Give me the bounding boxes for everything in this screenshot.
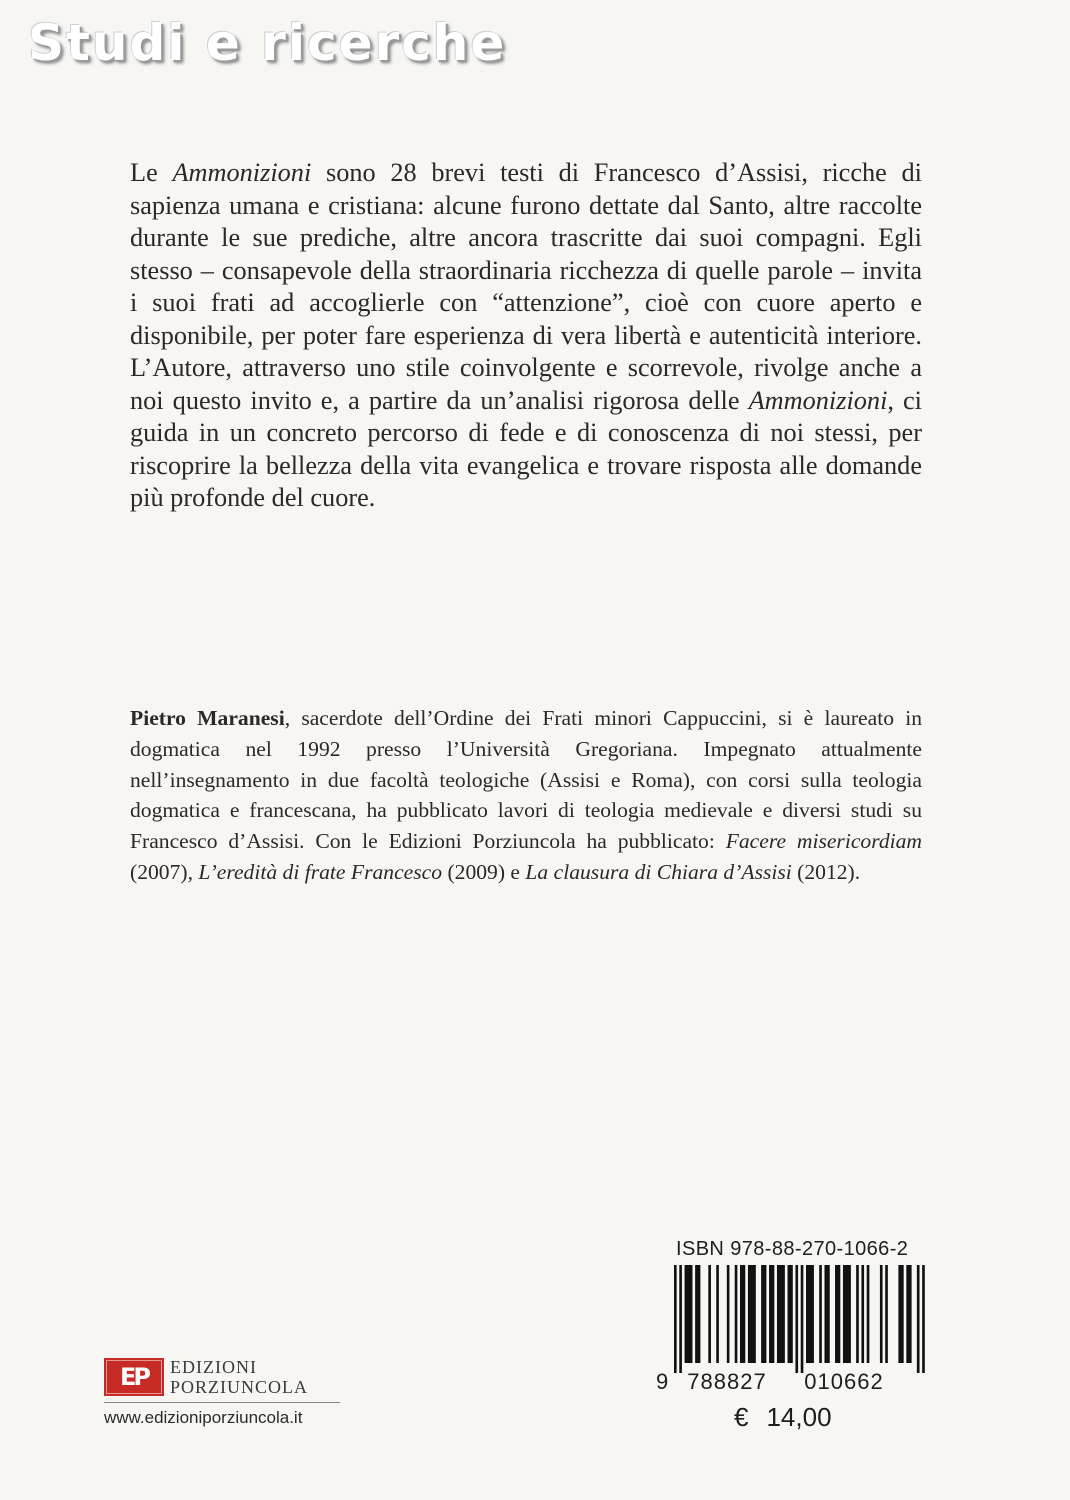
bio-book-2: L’eredità di frate Francesco bbox=[198, 859, 443, 884]
barcode-bar bbox=[735, 1265, 738, 1363]
barcode-bar bbox=[898, 1265, 903, 1363]
bio-book-1: Facere misericordiam bbox=[725, 829, 923, 854]
blurb-title-ref-2: Ammonizioni bbox=[748, 385, 888, 415]
barcode-bars bbox=[674, 1265, 925, 1373]
barcode-bar bbox=[679, 1265, 682, 1373]
bio-year-2: (2009) e bbox=[442, 859, 526, 884]
series-title: Studi e ricerche bbox=[28, 14, 507, 72]
blurb-paragraph bbox=[130, 157, 922, 515]
bio-year-3: (2012). bbox=[791, 859, 861, 884]
blurb-title-ref-1: Ammonizioni bbox=[172, 158, 312, 187]
bio-year-1: (2007), bbox=[130, 859, 199, 884]
publisher-mark-icon: EP bbox=[104, 1358, 164, 1396]
barcode-bar bbox=[819, 1265, 822, 1363]
barcode-bar bbox=[748, 1265, 756, 1363]
blurb-text-1: Le bbox=[130, 158, 173, 187]
blurb-text-3: , ci guida in un concreto percorso di fede e di conoscenza di noi stessi, per riscoprire la bellezza della vita evangelica e trovare risposta alle domande più profonde del cuore. bbox=[130, 385, 922, 512]
barcode-bar bbox=[777, 1265, 785, 1363]
barcode-bar bbox=[708, 1265, 711, 1363]
barcode-bar bbox=[824, 1265, 829, 1363]
barcode-digit-first: 9 bbox=[656, 1369, 669, 1393]
barcode-bar bbox=[740, 1265, 745, 1363]
barcode-bar bbox=[674, 1265, 677, 1373]
barcode-bar bbox=[727, 1265, 730, 1363]
blurb-text-2: sono 28 brevi testi di Francesco d’Assisi, ricche di sapienza umana e cristiana: alcune furono dettate dal Santo, altre raccolte durante le sue prediche, altre ancora trascritte dai suoi compagni. Egli stesso – consapevole della straordinaria ricchezza di quelle parole – invita i suoi frati ad accoglierle con “attenzione”, cioè con cuore aperto e disponibile, per poter fare esperienza di vera libertà e autenticità interiore. L’Autore, attraverso uno stile coinvolgente e scorrevole, rivolge anche a noi questo invito e, a partire da un’analisi rigorosa delle bbox=[130, 158, 922, 415]
barcode-digits-left: 788827 bbox=[687, 1369, 767, 1393]
author-bio bbox=[130, 703, 922, 888]
publisher-name-line-2: PORZIUNCOLA bbox=[170, 1377, 309, 1397]
barcode-bar bbox=[867, 1265, 870, 1363]
bio-book-3: La clausura di Chiara d’Assisi bbox=[525, 859, 792, 884]
bio-paragraph bbox=[130, 703, 922, 888]
barcode bbox=[656, 1263, 928, 1393]
price-amount: 14,00 bbox=[766, 1402, 832, 1432]
barcode-bar bbox=[761, 1265, 766, 1363]
barcode-bar bbox=[917, 1265, 920, 1373]
barcode-bar bbox=[716, 1265, 719, 1363]
publisher-website: www.edizioniporziuncola.it bbox=[104, 1408, 303, 1427]
isbn-label: ISBN 978-88-270-1066-2 bbox=[676, 1238, 909, 1260]
barcode-bar bbox=[861, 1265, 864, 1363]
bio-text-1: , sacerdote dell’Ordine dei Frati minori Cappuccini, si è laureato in dogmatica nel 1992 presso l’Università Gregoriana. Impegnato attualmente nell’insegnamento in due facoltà teologiche (Assisi e Roma), con corsi sulla teologia dogmatica e francescana, ha pubblicato lavori di teologia medievale e diversi studi su Francesco d’Assisi. Con le Edizioni Porziuncola ha pubblicato: bbox=[130, 706, 922, 854]
publisher-divider bbox=[104, 1402, 340, 1403]
barcode-bar bbox=[769, 1265, 774, 1363]
publisher-name bbox=[170, 1357, 308, 1397]
barcode-bar bbox=[856, 1265, 859, 1363]
barcode-bar bbox=[788, 1265, 793, 1363]
publisher-logo bbox=[104, 1356, 308, 1398]
price bbox=[734, 1402, 832, 1433]
barcode-bar bbox=[806, 1265, 814, 1363]
barcode-bar bbox=[885, 1265, 888, 1363]
barcode-bar bbox=[801, 1265, 804, 1373]
barcode-bar bbox=[695, 1265, 700, 1363]
barcode-bar bbox=[685, 1265, 693, 1363]
barcode-bar bbox=[906, 1265, 911, 1363]
barcode-bar bbox=[880, 1265, 883, 1363]
barcode-bar bbox=[795, 1265, 798, 1373]
author-name: Pietro Maranesi bbox=[130, 706, 285, 730]
barcode-bar bbox=[843, 1265, 851, 1363]
barcode-digits-right: 010662 bbox=[804, 1369, 884, 1393]
currency-symbol: € bbox=[734, 1402, 749, 1432]
barcode-bar bbox=[835, 1265, 840, 1363]
book-blurb bbox=[130, 157, 922, 515]
barcode-bar bbox=[922, 1265, 925, 1373]
publisher-name-line-1: EDIZIONI bbox=[170, 1357, 257, 1377]
